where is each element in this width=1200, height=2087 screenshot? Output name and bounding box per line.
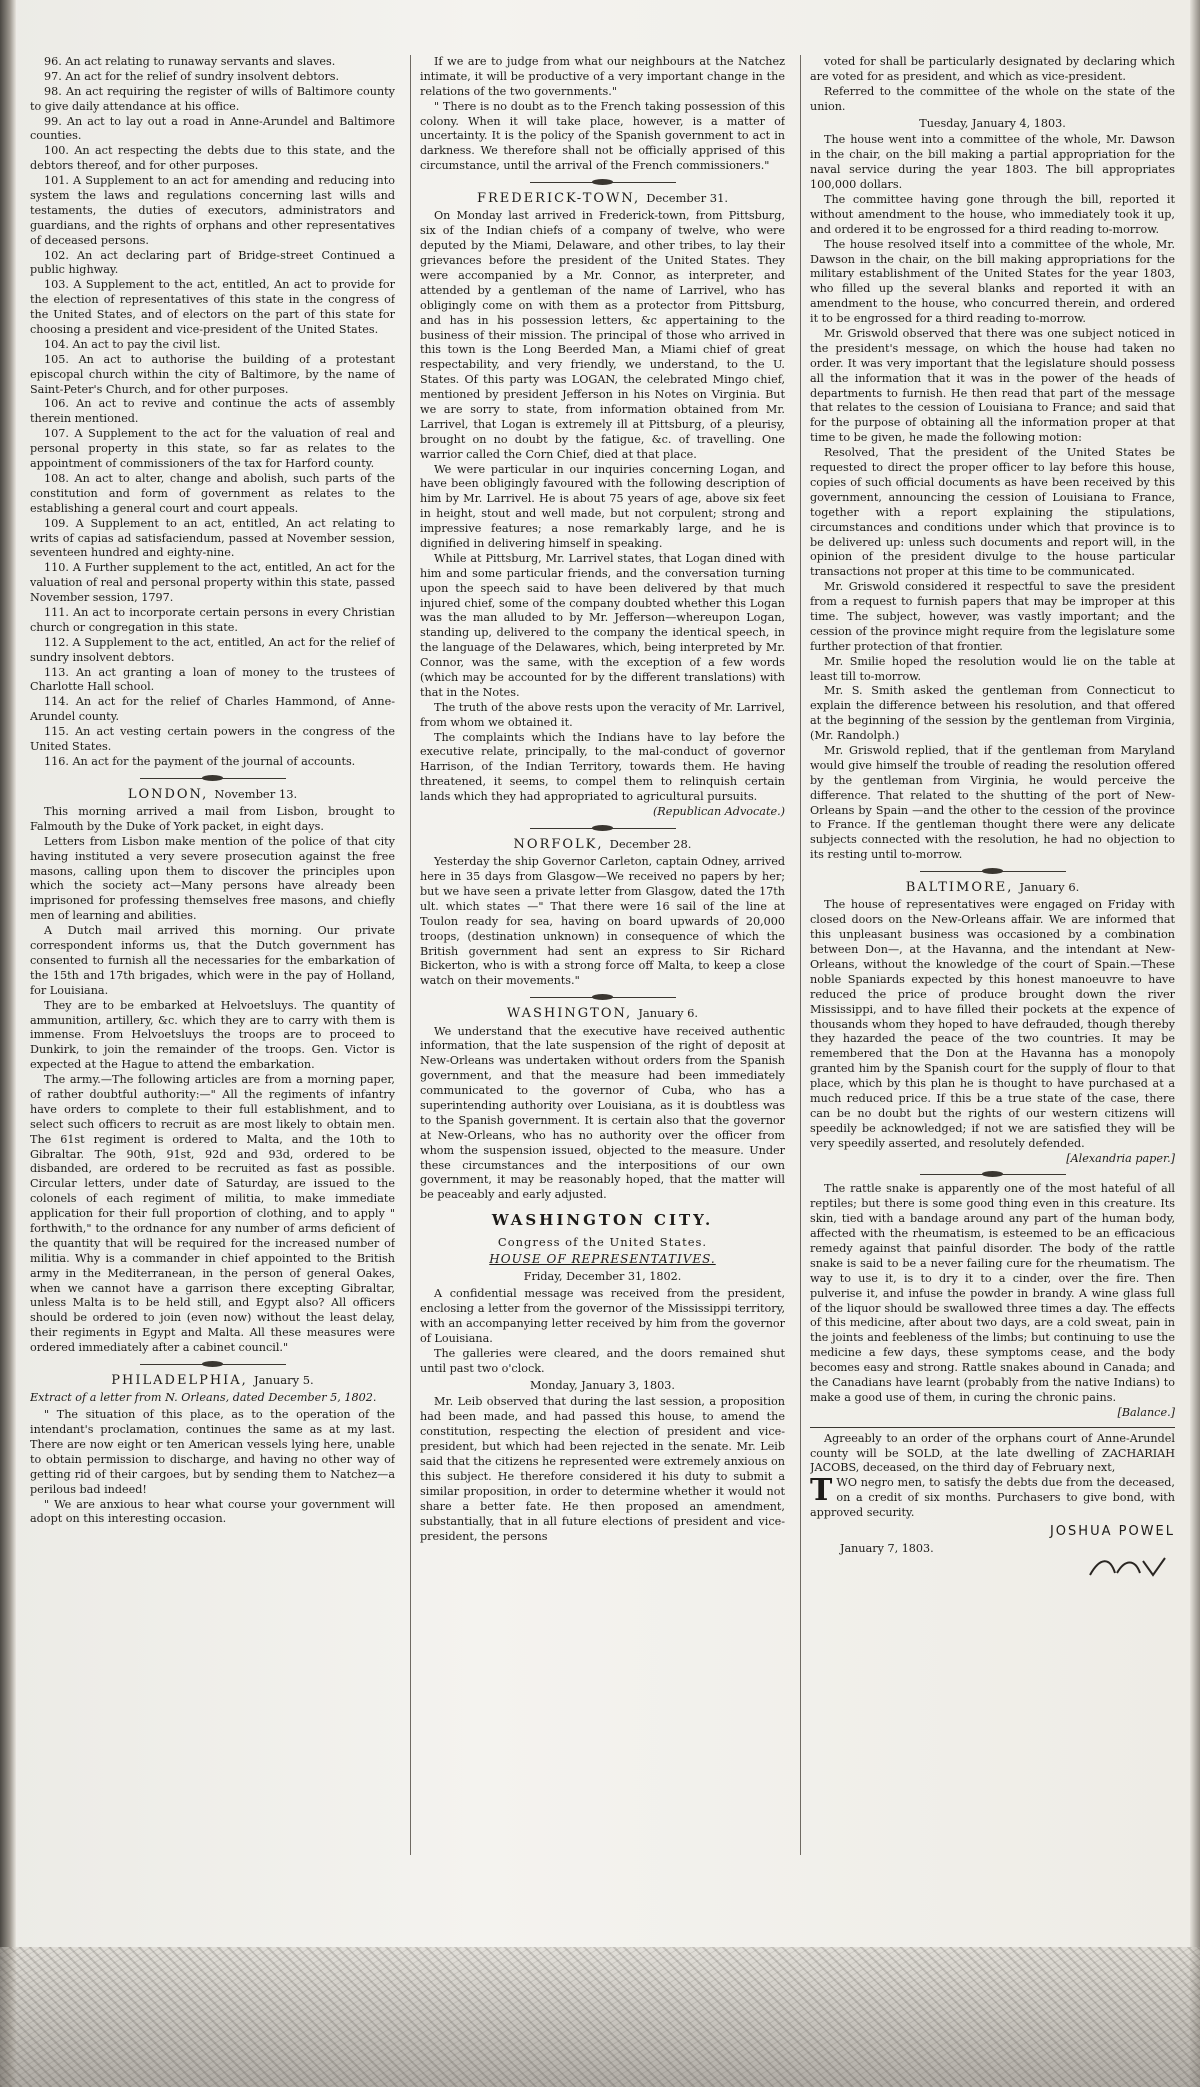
handwritten-mark-icon [810, 1555, 1175, 1579]
article-paragraph: " We are anxious to hear what course your government will adopt on this interesting occasion. [30, 1497, 395, 1526]
act-item: 99. An act to lay out a road in Anne-Arundel and Baltimore counties. [30, 114, 395, 143]
section-ornament [30, 774, 395, 782]
dateline-place: FREDERICK-TOWN, [476, 191, 641, 207]
dateline-place: PHILADELPHIA, [111, 1372, 248, 1388]
act-item: 104. An act to pay the civil list. [44, 337, 221, 351]
section-heading-washington-city: WASHINGTON CITY. [491, 1211, 714, 1230]
column-rule [800, 55, 801, 1855]
section-ornament [420, 993, 785, 1001]
article-paragraph: The committee having gone through the bill, reported it without amendment to the house, who immediately took it up, and ordered it to be engrossed for a third reading to-morrow. [810, 193, 1175, 236]
sale-notice [810, 1427, 1175, 1580]
article-paragraph: The complaints which the Indians have to lay before the executive relate, principally, to the mal-conduct of governor Harrison, of the Indian Territory, towards them. He having threatened, it seems, to compel them to relinquish certain lands which they had appropriated to agricultural pursuits. [420, 730, 785, 804]
article-paragraph: The galleries were cleared, and the doors remained shut until past two o'clock. [420, 1346, 785, 1375]
article-paragraph: Yesterday the ship Governor Carleton, captain Odney, arrived here in 35 days from Glasgow—We received no papers by her; but we have seen a private letter from Glasgow, dated the 17th ult. which states —" That there were 16 sail of the line at Toulon ready for sea, having on board upwards of 20,000 troops, (destination unknown) in consequence of which the British government had sent an express to Sir Richard Bickerton, who is with a strong force off Malta, to keep a close watch on their movements." [420, 855, 785, 988]
notice-body-paragraph [810, 1473, 1175, 1521]
act-item: 100. An act respecting the debts due to this state, and the debtors thereof, and for other purposes. [30, 144, 395, 173]
act-item: 105. An act to authorise the building of a protestant episcopal church within the city of Baltimore, by the name of Saint-Peter's Church, and for other purposes. [30, 352, 395, 396]
dateline-frederick-town [420, 190, 785, 207]
dateline-date: January 5. [253, 1372, 314, 1387]
dateline-date: December 28. [609, 836, 692, 851]
scan-right-edge [1190, 0, 1200, 2087]
columns [30, 55, 1190, 1935]
column-2 [420, 55, 785, 1935]
act-item: 97. An act for the relief of sundry insolvent debtors. [44, 69, 340, 83]
dateline-date: November 13. [214, 786, 298, 801]
congress-heading: Congress of the United States. [497, 1235, 708, 1250]
article-paragraph: Mr. Leib observed that during the last session, a proposition had been made, and had passed this house, to amend the constitution, respecting the election of president and vice-president, but which had been rejected in the senate. Mr. Leib said that the citizens he represented were extremely anxious on this subject. He therefore considered it his duty to submit a similar proposition, in order to determine whether it would not share a better fate. He then proposed an amendment, substantially, that in all future elections of president and vice-president, the persons [420, 1395, 785, 1543]
article-paragraph: The house of representatives were engaged on Friday with closed doors on the New-Orleans affair. We are informed that this unpleasant business was occasioned by a combination between Don—, at the Havanna, and the intendant at New-Orleans, without the knowledge of the court of Spain.—These noble Spaniards expected by this honest manoeuvre to have reduced the price of produce brought down the river Mississippi, and to have filled their pockets at the expence of thousands whom they hoped to have defrauded, though thereby they hazarded the peace of the two countries. It may be remembered that the Don at the Havanna has a monopoly granted him by the Spanish court for the supply of flour to that place, which by this plan he is thought to have purchased at a much reduced price. If this be a true state of the case, there can be no doubt but the rights of our western citizens will speedily be acknowledged; if not we are satisfied they will be very speedily asserted, and resolutely defended. [810, 898, 1175, 1150]
article-paragraph: Mr. Griswold replied, that if the gentleman from Maryland would give himself the trouble of reading the resolution offered by the gentleman from Virginia, he would perceive the difference. That related to the shutting of the port of New-Orleans by Spain —and the other to the cession of the province to France. If the gentleman thought there were any delicate subjects connected with the resolution, he had no objection to its resting until to-morrow. [810, 743, 1175, 862]
article-paragraph: Mr. S. Smith asked the gentleman from Connecticut to explain the difference between his resolution, and that offered at the beginning of the session by the gentleman from Virginia, (Mr. Randolph.) [810, 684, 1175, 743]
section-ornament [810, 867, 1175, 875]
source-credit: (Republican Advocate.) [652, 805, 785, 819]
column-1 [30, 55, 395, 1935]
article-paragraph: " The situation of this place, as to the operation of the intendant's proclamation, continues the same as at my last. There are now eight or ten American vessels lying here, unable to obtain permission to discharge, and having no other way of getting rid of their cargoes, but by sending them to Natchez—a perilous bad indeed! [30, 1408, 395, 1496]
dateline-date: January 6. [638, 1006, 699, 1021]
article-paragraph: The army.—The following articles are from a morning paper, of rather doubtful authority:—" All the regiments of infantry have orders to complete to their full establishment, and to select such officers to recruit as are most likely to obtain men. The 61st regiment is ordered to Malta, and the 10th to Gibraltar. The 90th, 91st, 92d and 93d, ordered to be disbanded, are ordered to be recruited as fast as possible. Circular letters, under date of Saturday, are issued to the colonels of each regiment of militia, to make immediate application for their full proportion of clothing, and to apply " forthwith," to the ordnance for any number of arms deficient of the quantity that will be required for the increased number of militia. Why is a commander in chief appointed to the British army in the Mediterranean, in the person of general Oakes, when we cannot have a garrison there excepting Gibraltar, unless Malta is to be held still, and Egypt also? All officers should be ordered to join (even now) without the least delay, their regiments in Egypt and Malta. All these measures were ordered immediately after a cabinet council." [30, 1073, 395, 1355]
article-paragraph: voted for shall be particularly designated by declaring which are voted for as president, and which as vice-president. [810, 55, 1175, 83]
act-item: 111. An act to incorporate certain persons in every Christian church or congregation in this state. [30, 605, 395, 634]
act-item: 112. A Supplement to the act, entitled, An act for the relief of sundry insolvent debtors. [30, 635, 395, 664]
act-item: 103. A Supplement to the act, entitled, An act to provide for the election of representatives of this state in the congress of the United States, and of electors on the part of this state for choosing a president and vice-president of the United States. [30, 278, 395, 337]
article-paragraph: While at Pittsburg, Mr. Larrivel states, that Logan dined with him and some particular friends, and the conversation turning upon the speech said to have been delivered by that much injured chief, some of the company doubted whether this Logan was the man alluded to by Mr. Jefferson—whereupon Logan, standing up, delivered to the company the identical speech, in the language of the Delawares, which, being interpreted by Mr. Connor, was the same, with the exception of a few words (which may be accounted for by the different translations) with that in the Notes. [420, 551, 785, 699]
article-paragraph: We were particular in our inquiries concerning Logan, and have been obligingly favoured with the following description of him by Mr. Larrivel. He is about 75 years of age, above six feet in height, stout and well made, but not corpulent; strong and impressive features; a nose remarkably large, and he is dignified in delivering himself in speaking. [420, 462, 785, 550]
article-paragraph: If we are to judge from what our neighbours at the Natchez intimate, it will be productive of a very important change in the relations of the two governments." [420, 55, 785, 98]
act-item: 98. An act requiring the register of wills of Baltimore county to give daily attendance at his office. [30, 84, 395, 113]
act-item: 102. An act declaring part of Bridge-street Continued a public highway. [30, 248, 395, 277]
section-ornament [420, 824, 785, 832]
column-3 [810, 55, 1175, 1935]
act-item: 116. An act for the payment of the journal of accounts. [44, 754, 356, 768]
act-item: 115. An act vesting certain powers in the congress of the United States. [30, 725, 395, 753]
house-heading: HOUSE OF REPRESENTATIVES. [489, 1252, 716, 1267]
notice-date: January 7, 1803. [840, 1542, 934, 1556]
session-date: Friday, December 31, 1802. [523, 1270, 682, 1284]
section-ornament [420, 178, 785, 186]
scan-noise-bottom [0, 1947, 1200, 2087]
act-item: 96. An act relating to runaway servants and slaves. [44, 55, 336, 68]
article-paragraph: The truth of the above rests upon the veracity of Mr. Larrivel, from whom we obtained it. [420, 700, 785, 729]
article-paragraph: The house resolved itself into a committee of the whole, Mr. Dawson in the chair, on the bill making appropriations for the military establishment of the United States for the year 1803, who filled up the several blanks and reported it with an amendment to the house, who concurred therein, and ordered it to be engrossed for a third reading to-morrow. [810, 237, 1175, 326]
article-paragraph: A Dutch mail arrived this morning. Our private correspondent informs us, that the Dutch government has consented to furnish all the necessaries for the embarkation of the 15th and 17th brigades, which were in the pay of Holland, for Louisiana. [30, 924, 395, 997]
session-date: Monday, January 3, 1803. [530, 1378, 675, 1392]
article-paragraph: Mr. Smilie hoped the resolution would lie on the table at least till to-morrow. [810, 654, 1175, 683]
notice-paragraph: Agreeably to an order of the orphans court of Anne-Arundel county will be SOLD, at the late dwelling of ZACHARIAH JACOBS, deceased, on the third day of February next, [810, 1431, 1175, 1475]
dateline-place: BALTIMORE, [905, 880, 1014, 896]
article-paragraph: On Monday last arrived in Frederick-town, from Pittsburg, six of the Indian chiefs of a company of twelve, who were deputed by the Miami, Delaware, and other tribes, to lay their grievances before the president of the United States. They were accompanied by a Mr. Connor, as interpreter, and attended by a gentleman of the name of Larrivel, who has obligingly come on with them as a protector from Pittsburg, and has in his possession letters, &c appertaining to the business of their mission. The principal of those who arrived in this town is the Long Beerded Man, a Miami chief of great respectability, and very friendly, we understand, to the U. States. Of this party was LOGAN, the celebrated Mingo chief, mentioned by president Jefferson in his Notes on Virginia. But we are sorry to state, from information obtained from Mr. Larrivel, that Logan is extremely ill at Pittsburg, of a pleurisy, brought on no doubt by the fatigue, &c. of travelling. One warrior called the Corn Chief, died at that place. [420, 209, 785, 461]
dateline-date: December 31. [646, 191, 729, 206]
article-paragraph: We understand that the executive have received authentic information, that the late suspension of the right of deposit at New-Orleans was undertaken without orders from the Spanish government, and that the measure had been immediately communicated to the governor of Cuba, who has a superintending authority over Louisiana, as it is doubtless was to the Spanish government. It is certain also that the governor at New-Orleans, who has no authority over the officer from whom the suspension issued, objected to the measure. Under these circumstances and the interpositions of our own government, it may be reasonably hoped, that the matter will be peaceably and early adjusted. [420, 1024, 785, 1202]
dateline-philadelphia [30, 1372, 395, 1389]
act-item: 110. A Further supplement to the act, entitled, An act for the valuation of real and personal property within this state, passed November session, 1797. [30, 561, 395, 605]
article-paragraph: A confidential message was received from the president, enclosing a letter from the governor of the Mississippi territory, with an accompanying letter received by him from the governor of Louisiana. [420, 1287, 785, 1345]
dateline-place: LONDON, [127, 786, 209, 802]
article-paragraph: Letters from Lisbon make mention of the police of that city having instituted a very severe prosecution against the free masons, calling upon them to discover the principles upon which the society act—Many persons have already been imprisoned for professing themselves free masons, and chiefly men of learning and abilities. [30, 834, 395, 923]
dateline-date: January 6. [1019, 880, 1080, 895]
dateline-baltimore [810, 879, 1175, 896]
article-paragraph: Mr. Griswold considered it respectful to save the president from a request to furnish papers that may be improper at this time. The subject, however, was vastly important; and the cession of the province might require from the legislature some further protection of that frontier. [810, 580, 1175, 653]
notice-signature: JOSHUA POWEL [1049, 1524, 1175, 1539]
act-item: 106. An act to revive and continue the acts of assembly therein mentioned. [30, 397, 395, 426]
act-item: 109. A Supplement to an act, entitled, An act relating to writs of capias ad satisfaciendum, passed at November session, seventeen hundred and eighty-nine. [30, 516, 395, 560]
article-paragraph: This morning arrived a mail from Lisbon, brought to Falmouth by the Duke of York packet, in eight days. [30, 805, 395, 833]
section-ornament [810, 1170, 1175, 1178]
extract-heading: Extract of a letter from N. Orleans, dated December 5, 1802. [30, 1391, 377, 1405]
act-item: 101. A Supplement to an act for amending and reducing into system the laws and regulations concerning last wills and testaments, the duties of executors, administrators and guardians, and the rights of orphans and other representatives of deceased persons. [30, 174, 395, 247]
dateline-place: NORFOLK, [513, 836, 604, 852]
act-item: 108. An act to alter, change and abolish, such parts of the constitution and form of government as relates to the establishing a general court and court appeals. [30, 471, 395, 515]
source-credit: [Alexandria paper.] [1066, 1151, 1175, 1165]
dateline-washington [420, 1005, 785, 1022]
article-paragraph: Mr. Griswold observed that there was one subject noticed in the president's message, on which the house had taken no order. It was very important that the legislature should possess all the information that it was in the power of the heads of departments to furnish. He then read that part of the message that relates to the cession of Louisiana to France; and said that for the purpose of obtaining all the information proper at that time to be given, he made the following motion: [810, 327, 1175, 445]
resolution-paragraph: Resolved, That the president of the United States be requested to direct the proper officer to lay before this house, copies of such official documents as have been received by this government, announcing the cession of Louisiana to France, together with a report explaining the stipulations, circumstances and conditions under which that province is to be delivered up: unless such documents and report will, in the opinion of the president divulge to the house particular transactions not proper at this time to be communicated. [810, 446, 1175, 579]
article-paragraph: The house went into a committee of the whole, Mr. Dawson in the chair, on the bill making a partial appropriation for the naval service during the year 1803. The bill appropriates 100,000 dollars. [810, 133, 1175, 192]
article-paragraph: " There is no doubt as to the French taking possession of this colony. When it will take place, however, is a matter of uncertainty. It is the policy of the Spanish government to act in darkness. We therefore shall not be officially apprised of this circumstance, until the arrival of the French commissioners." [420, 99, 785, 173]
session-date: Tuesday, January 4, 1803. [919, 116, 1066, 130]
section-ornament [30, 1360, 395, 1368]
notice-body: WO negro men, to satisfy the debts due from the deceased, on a credit of six months. Purchasers to give bond, with approved security. [810, 1476, 1175, 1520]
article-paragraph: They are to be embarked at Helvoetsluys. The quantity of ammunition, artillery, &c. which they are to carry with them is immense. From Helvoetsluys the troops are to proceed to Dunkirk, to join the remainder of the troops. Gen. Victor is expected at the Hague to attend the embarkation. [30, 998, 395, 1072]
source-credit: [Balance.] [1117, 1405, 1175, 1419]
dateline-london [30, 786, 395, 803]
notice-dropcap: T [810, 1473, 833, 1509]
acts-list [30, 55, 395, 770]
act-item: 113. An act granting a loan of money to the trustees of Charlotte Hall school. [30, 665, 395, 694]
dateline-norfolk [420, 836, 785, 853]
dateline-place: WASHINGTON, [506, 1006, 633, 1022]
article-paragraph: Referred to the committee of the whole on the state of the union. [810, 84, 1175, 113]
act-item: 107. A Supplement to the act for the valuation of real and personal property in this state, so far as relates to the appointment of commissioners of the tax for Harford county. [30, 427, 395, 471]
scan-left-edge [0, 0, 16, 2087]
column-rule [410, 55, 411, 1855]
act-item: 114. An act for the relief of Charles Hammond, of Anne-Arundel county. [30, 695, 395, 724]
article-paragraph: The rattle snake is apparently one of the most hateful of all reptiles; but there is some good thing even in this creature. Its skin, tied with a bandage around any part of the human body, affected with the rheumatism, is esteemed to be an efficacious remedy against that painful disorder. The body of the rattle snake is said to be a never failing cure for the rheumatism. The way to use it, is to dry it to a cinder, over the fire. Then pulverise it, and infuse the powder in brandy. A wine glass full of the liquor should be swallowed three times a day. The effects of this medicine, after about two days, are a cold sweat, pain in the joints and feebleness of the limbs; but continuing to use the medicine a few days, these symptoms cease, and the body becomes easy and strong. Rattle snakes abound in Canada; and the Canadians have learnt (probably from the native Indians) to make a good use of them, in curing the chronic pains. [810, 1182, 1175, 1404]
